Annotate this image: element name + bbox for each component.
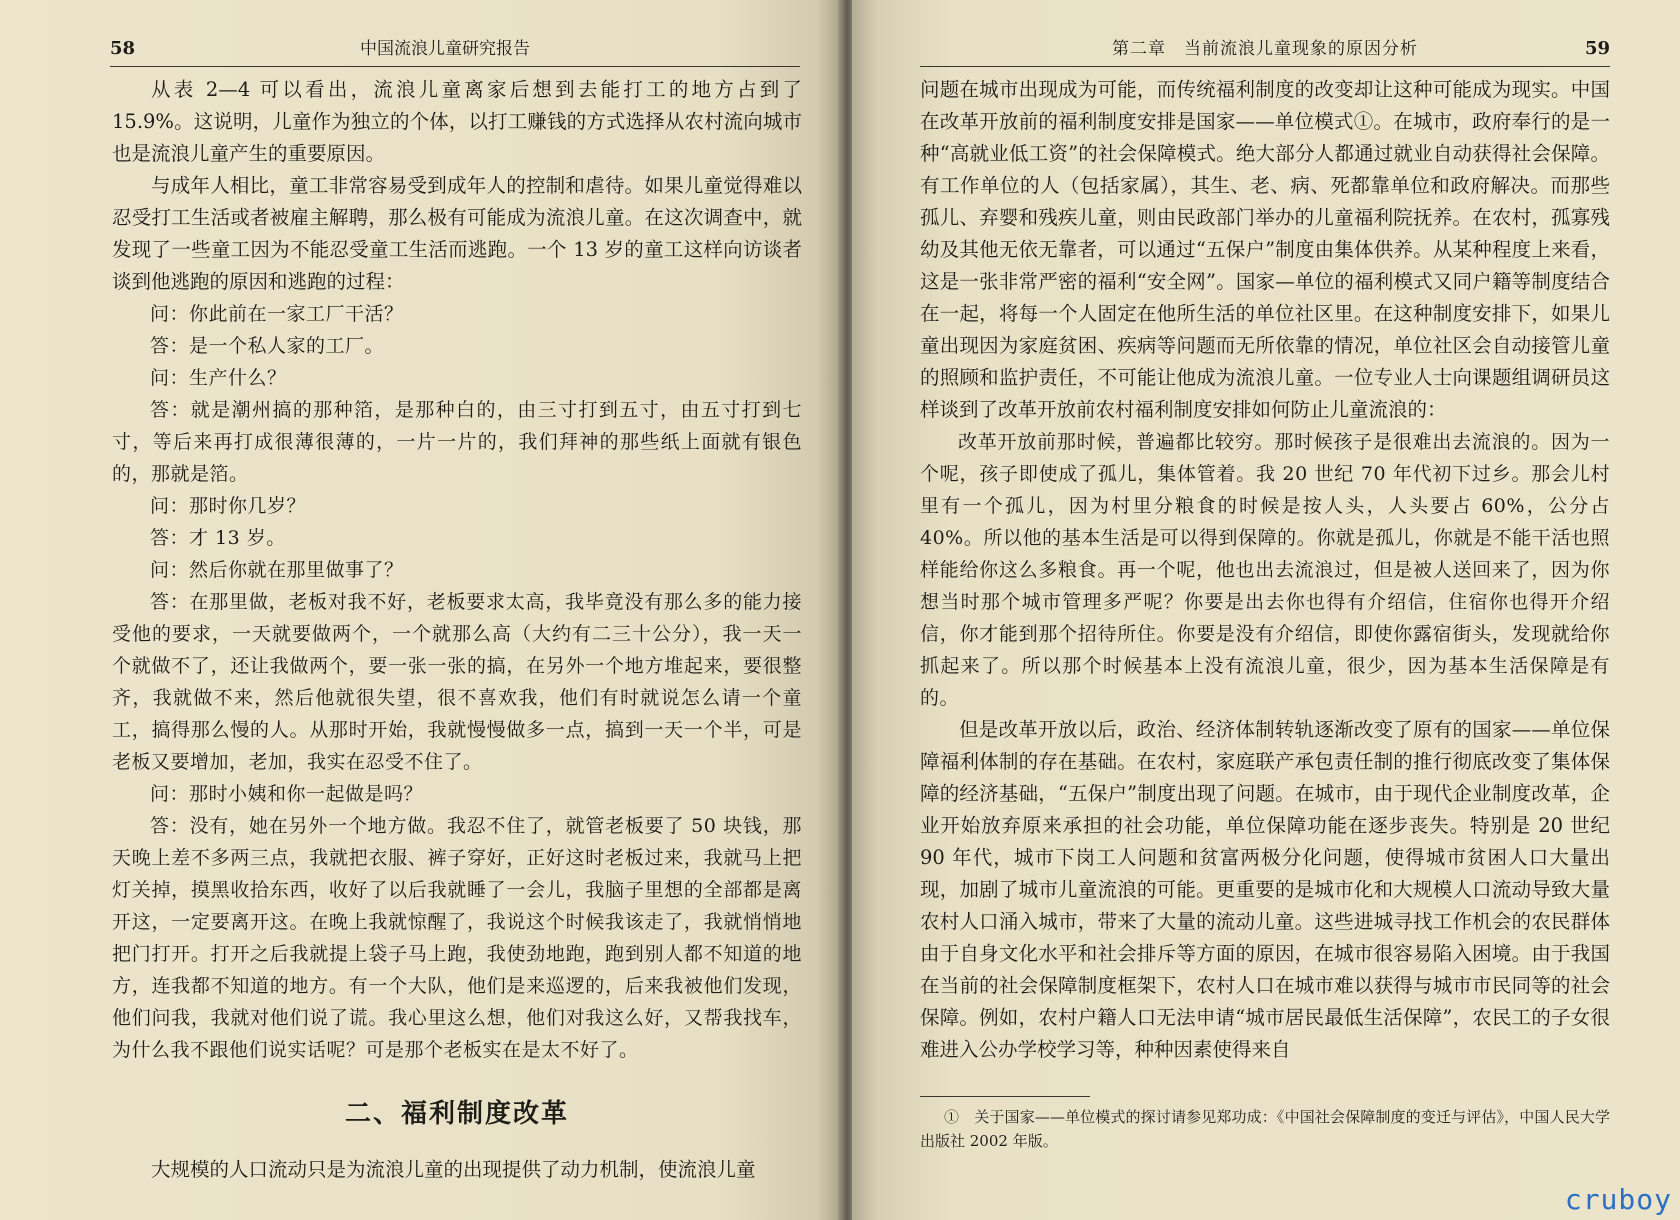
paragraph: 问：那时你几岁？ (150, 495, 307, 517)
paragraph: 问：生产什么？ (150, 367, 287, 389)
paragraph: 问：你此前在一家工厂干活？ (150, 303, 404, 325)
paragraph: 答：是一个私人家的工厂。 (150, 335, 385, 357)
right-paragraphs (920, 74, 1610, 1066)
left-running-title: 中国流浪儿童研究报告 (360, 39, 530, 59)
left-page-number: 58 (110, 38, 136, 59)
paragraph: 问：那时小姨和你一起做是吗？ (150, 783, 424, 805)
right-running-head (920, 32, 1610, 67)
right-page-body (920, 74, 1610, 1153)
paragraph: 答：在那里做，老板对我不好，老板要求太高，我毕竟没有那么多的能力接受他的要求，一天就要做两个，一个就那么高（大约有二三十公分），我一天一个就做不了，还让我做两个，要一张一张的搞，在另外一个地方堆起来，要很整齐，我就做不来，然后他就很失望，很不喜欢我，他们有时就说怎么请一个童工，搞得那么慢的人。从那时开始，我就慢慢做多一点，搞到一天一个半，可是老板又要增加，老加，我实在忍受不住了。 (112, 591, 802, 773)
right-running-title: 第二章 当前流浪儿童现象的原因分析 (1112, 39, 1418, 59)
paragraph: 答：没有，她在另外一个地方做。我忍不住了，就管老板要了 50 块钱，那天晚上差不多两三点，我就把衣服、裤子穿好，正好这时老板过来，我就马上把灯关掉，摸黑收拾东西，收好了以后我就睡了一会儿，我脑子里想的全部都是离开这，一定要离开这。在晚上我就惊醒了，我说这个时候我该走了，我就悄悄地把门打开。打开之后我就提上袋子马上跑，我使劲地跑，跑到别人都不知道的地方，连我都不知道的地方。有一个大队，他们是来巡逻的，后来我被他们发现，他们问我，我就对他们说了谎。我心里这么想，他们对我这么好，又帮我找车，为什么我不跟他们说实话呢？可是那个老板实在是太不好了。 (112, 815, 802, 1061)
watermark: cruboy (1564, 1183, 1672, 1216)
paragraph: 答：才 13 岁。 (150, 527, 286, 549)
paragraph: 与成年人相比，童工非常容易受到成年人的控制和虐待。如果儿童觉得难以忍受打工生活或者被雇主解聘，那么极有可能成为流浪儿童。在这次调查中，就发现了一些童工因为不能忍受童工生活而逃跑。一个 13 岁的童工这样向访谈者谈到他逃跑的原因和逃跑的过程： (112, 174, 802, 293)
right-page-number: 59 (1584, 38, 1610, 59)
paragraph: 问：然后你就在那里做事了？ (150, 559, 404, 581)
left-running-head (110, 32, 800, 67)
paragraph: 改革开放前那时候，普遍都比较穷。那时候孩子是很难出去流浪的。因为一个呢，孩子即使成了孤儿，集体管着。我 20 世纪 70 年代初下过乡。那会儿村里有一个孤儿，因为村里分粮食的时候是按人头，人头要占 60%，公分占 40%。所以他的基本生活是可以得到保障的。你就是孤儿，你就是不能干活也照样能给你这么多粮食。再一个呢，他也出去流浪过，但是被人送回来了，因为你想当时那个城市管理多严呢？你要是出去你也得有介绍信，住宿你也得开介绍信，你才能到那个招待所住。你要是没有介绍信，即使你露宿街头，发现就给你抓起来了。所以那个时候基本上没有流浪儿童，很少，因为基本生活保障是有的。 (920, 431, 1610, 709)
paragraph: 答：就是潮州搞的那种箔，是那种白的，由三寸打到五寸，由五寸打到七寸，等后来再打成很薄很薄的，一片一片的，我们拜神的那些纸上面就有银色的，那就是箔。 (112, 399, 802, 485)
right-page (852, 0, 1680, 1220)
footnote: ① 关于国家——单位模式的探讨请参见郑功成：《中国社会保障制度的变迁与评估》，中国人民大学出版社 2002 年版。 (920, 1108, 1610, 1150)
paragraph: 问题在城市出现成为可能，而传统福利制度的改变却让这种可能成为现实。中国在改革开放前的福利制度安排是国家——单位模式①。在城市，政府奉行的是一种“高就业低工资”的社会保障模式。绝大部分人都通过就业自动获得社会保障。有工作单位的人（包括家属），其生、老、病、死都靠单位和政府解决。而那些孤儿、弃婴和残疾儿童，则由民政部门举办的儿童福利院抚养。在农村，孤寡残幼及其他无依无靠者，可以通过“五保户”制度由集体供养。从某种程度上来看，这是一张非常严密的福利“安全网”。国家—单位的福利模式又同户籍等制度结合在一起，将每一个人固定在他所生活的单位社区里。在这种制度安排下，如果儿童出现因为家庭贫困、疾病等问题而无所依靠的情况，单位社区会自动接管儿童的照顾和监护责任，不可能让他成为流浪儿童。一位专业人士向课题组调研员这样谈到了改革开放前农村福利制度安排如何防止儿童流浪的： (920, 78, 1610, 421)
closing-paragraph: 大规模的人口流动只是为流浪儿童的出现提供了动力机制，使流浪儿童 (151, 1158, 756, 1181)
paragraph: 但是改革开放以后，政治、经济体制转轨逐渐改变了原有的国家——单位保障福利体制的存在基础。在农村，家庭联产承包责任制的推行彻底改变了集体保障的经济基础，“五保户”制度出现了问题。在城市，由于现代企业制度改革，企业开始放弃原来承担的社会功能，单位保障功能在逐步丧失。特别是 20 世纪 90 年代，城市下岗工人问题和贫富两极分化问题，使得城市贫困人口大量出现，加剧了城市儿童流浪的可能。更重要的是城市化和大规模人口流动导致大量农村人口涌入城市，带来了大量的流动儿童。这些进城寻找工作机会的农民群体由于自身文化水平和社会排斥等方面的原因，在城市很容易陷入困境。由于我国在当前的社会保障制度框架下，农村人口在城市难以获得与城市市民同等的社会保障。例如，农村户籍人口无法申请“城市居民最低生活保障”，农民工的子女很难进入公办学校学习等，种种因素使得来自 (920, 718, 1610, 1061)
section-heading: 二、福利制度改革 (344, 1099, 569, 1129)
paragraph: 从表 2—4 可以看出，流浪儿童离家后想到去能打工的地方占到了 15.9%。这说明，儿童作为独立的个体，以打工赚钱的方式选择从农村流向城市也是流浪儿童产生的重要原因。 (112, 78, 802, 165)
left-paragraphs (112, 74, 802, 1066)
footnote-divider (920, 1096, 1090, 1097)
left-page-body (112, 74, 802, 1186)
